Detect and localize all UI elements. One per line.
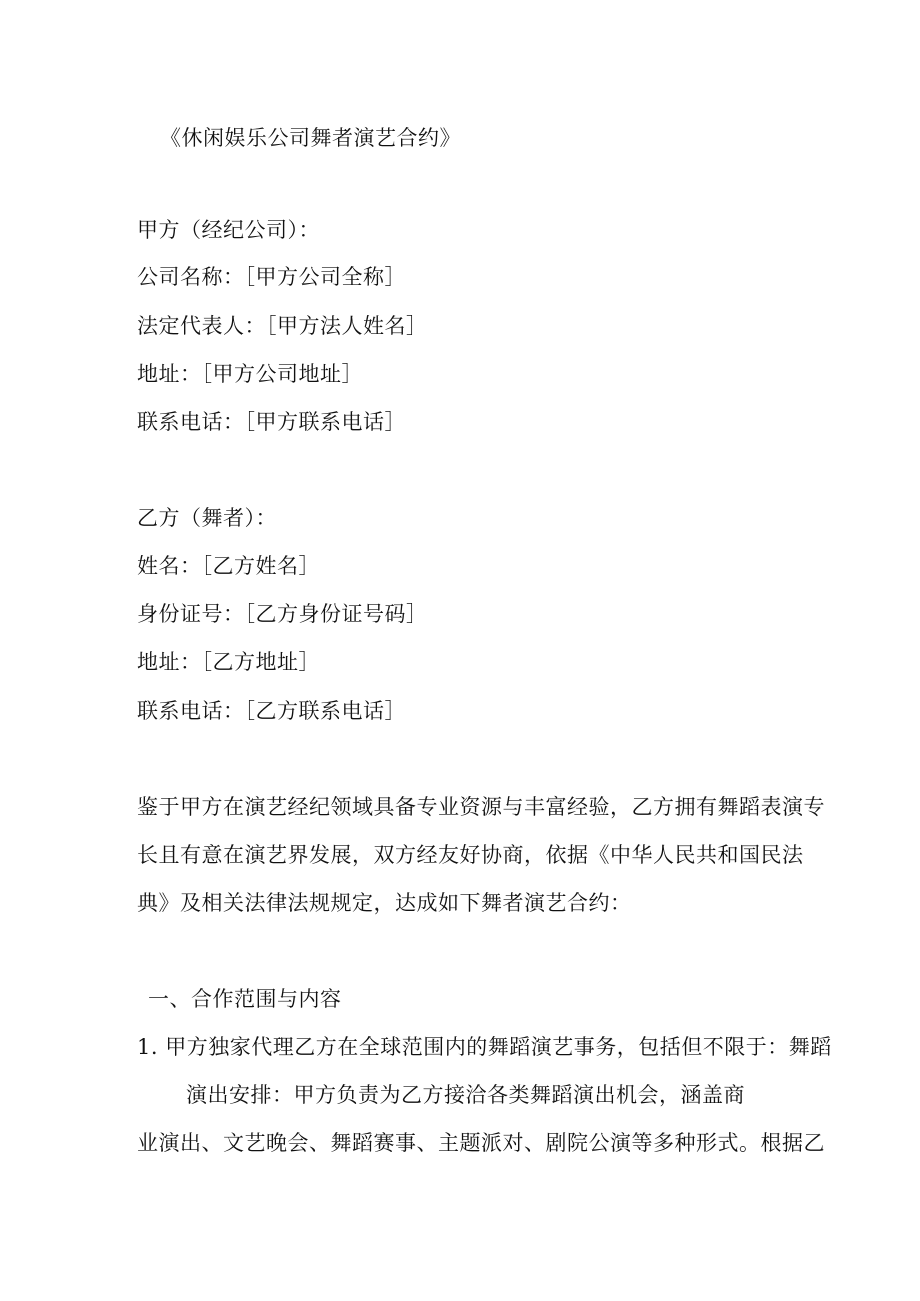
party-b-heading: 乙方（舞者）： [137,506,277,530]
preamble-line: 鉴于甲方在演艺经纪领域具备专业资源与丰富经验，乙方拥有舞蹈表演专 [137,795,825,819]
preamble-line: 典》及相关法律法规规定，达成如下舞者演艺合约： [137,891,632,915]
section-heading: 一、合作范围与内容 [148,987,342,1011]
preamble-line: 长且有意在演艺界发展，双方经友好协商，依据《中华人民共和国民法 [137,843,804,867]
party-b-name: 姓名：［乙方姓名］ [137,554,320,578]
section-line: 演出安排：甲方负责为乙方接洽各类舞蹈演出机会，涵盖商 [186,1083,745,1107]
section-line: 1. 甲方独家代理乙方在全球范围内的舞蹈演艺事务，包括但不限于：舞蹈 [137,1035,832,1059]
party-a-phone: 联系电话：［甲方联系电话］ [137,410,406,434]
party-b-address: 地址：［乙方地址］ [137,650,320,674]
party-b-id-number: 身份证号：［乙方身份证号码］ [137,602,428,626]
section-line: 业演出、文艺晚会、舞蹈赛事、主题派对、剧院公演等多种形式。根据乙 [137,1131,825,1155]
party-b-phone: 联系电话：［乙方联系电话］ [137,699,406,723]
party-a-heading: 甲方（经纪公司）： [137,218,320,242]
party-a-address: 地址：［甲方公司地址］ [137,362,363,386]
document-title: 《休闲娱乐公司舞者演艺合约》 [160,126,461,150]
party-a-legal-rep: 法定代表人：［甲方法人姓名］ [137,314,428,338]
party-a-company-name: 公司名称：［甲方公司全称］ [137,265,406,289]
